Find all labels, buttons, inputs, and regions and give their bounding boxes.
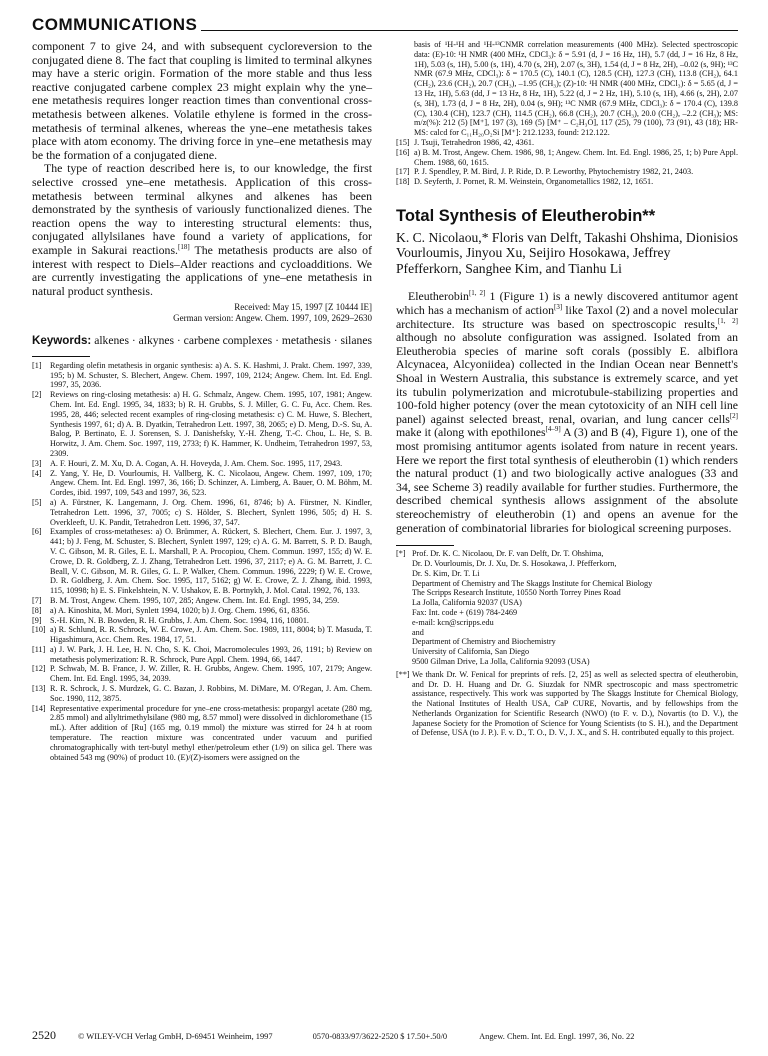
body-paragraph-2: The type of reaction described here is, to our knowledge, the first selective crossed yne–ene metathesis. Application of this cross-metathesis between terminal alkynes and alkenes has been demonstrated by the synthesis of variously functionalized dienes. The reaction opens the way to interesting structural elements: thus, conjugated allylsilanes have found a variety of applications, for example in Sakurai reactions.[18] The metathesis products are also of interest with respect to Diels–Alder reactions and cycloadditions. We are currently investigating the applications of yne–ene metathesis in natural product synthesis. bbox=[32, 161, 372, 298]
reference-item bbox=[32, 498, 372, 527]
reference-item bbox=[32, 704, 372, 763]
reference-number: [18] bbox=[396, 177, 410, 187]
article-title: Total Synthesis of Eleutherobin** bbox=[396, 206, 656, 225]
affiliation-line: Department of Chemistry and Biochemistry bbox=[412, 637, 556, 647]
reference-list bbox=[396, 138, 738, 187]
reference-number: [1] bbox=[32, 360, 42, 370]
reference-text: Examples of cross-metatheses: a) O. Brümmer, A. Rückert, S. Blechert, Chem. Eur. J. 1997, 3, 441; b) J. Feng, M. Schuster, S. Blechert, Synlett 1997, 129; c) A. G. M. Barrett, S. P. D. Baugh, V. C. Gibson, M. R. Giles, E. L. Marshall, P. A. Procopiou, Chem. Commun. 1997, 155; d) W. E. Crowe, D. R. Goldberg, Z. J. Zhang, Tetrahedron Lett. 1996, 37, 2117; e) A. G. M. Barrett, J. C. Beall, V. C. Gibson, M. R. Giles, G. L. P. Walker, Chem. Commun. 1996, 2229; f) W. E. Crowe, D. R. Goldberg, J. Am. Chem. Soc. 1995, 117, 5162; g) W. E. Crowe, Z. J. Zhang, ibid. 1993, 115, 10998; h) E. S. Finkelshtein, N. V. Ushakov, E. B. Portnykh, J. Mol. Catal. 1992, 76, 133. bbox=[50, 527, 372, 596]
reference-item bbox=[32, 459, 372, 469]
reference-text: Regarding olefin metathesis in organic synthesis: a) A. S. K. Hashmi, J. Prakt. Chem. 1997, 339, 195; b) M. Schuster, S. Blechert, Angew. Chem. 1997, 109, 2124; Angew. Chem. Int. Ed. Engl. 1997, 35, 2036. bbox=[50, 360, 372, 390]
reference-item bbox=[32, 596, 372, 606]
received-date: Received: May 15, 1997 [Z 10444 IE] bbox=[234, 302, 372, 313]
affiliation-line: e-mail: kcn@scripps.edu bbox=[412, 617, 494, 627]
reference-text: a) R. Schlund, R. R. Schrock, W. E. Crowe, J. Am. Chem. Soc. 1989, 111, 8004; b) T. Masuda, T. Higashimura, Acc. Chem. Res. 1984, 17, 51. bbox=[50, 625, 372, 645]
reference-number: [4] bbox=[32, 468, 42, 478]
footnote-affiliation bbox=[396, 549, 738, 667]
reference-item bbox=[32, 664, 372, 684]
reference-number: [14] bbox=[32, 703, 46, 713]
footnote-mark: [*] bbox=[396, 549, 406, 559]
reference-number: [17] bbox=[396, 167, 410, 177]
reference-number: [15] bbox=[396, 137, 410, 147]
affiliation-line: 9500 Gilman Drive, La Jolla, California 92093 (USA) bbox=[412, 656, 590, 666]
keywords-list: alkenes · alkynes · carbene complexes · metathesis · silanes bbox=[94, 334, 373, 348]
affiliation-line: La Jolla, California 92037 (USA) bbox=[412, 598, 522, 608]
affiliation-line: Department of Chemistry and The Skaggs Institute for Chemical Biology bbox=[412, 578, 653, 588]
reference-item bbox=[32, 684, 372, 704]
author-list: K. C. Nicolaou,* Floris van Delft, Takashi Ohshima, Dionisios Vourloumis, Jinyou Xu, Seijiro Hosokawa, Jeffrey Pfefferkorn, Sanghee Kim, and Tianhu Li bbox=[396, 229, 739, 276]
affiliation-line: and bbox=[412, 627, 424, 637]
copyright: © WILEY-VCH Verlag GmbH, D-69451 Weinheim, 1997 bbox=[78, 1032, 273, 1041]
reference-list bbox=[32, 361, 372, 763]
acknowledgement-text: We thank Dr. W. Fenical for preprints of refs. [2, 25] as well as selected spectra of eleutherobin, and Dr. D. H. Huang and Dr. G. Siuzdak for NMR spectroscopic and mass spectrometric assistance, respectively. This work was supported by The Skaggs Institute for Chemical Biology, the National Institutes of Health USA, CaP CURE, Novartis, and by fellowships from the Netherlands Organization for Scientific Research (NWO) (to F. v. D.), Novartis (to D. V.), the Japanese Society for the Promotion of Science for Young Scientists (to S. H.), and the Department of Defense, USA (to J. P.). F. v. D., T. O., D. V., J. X., and S. H. contributed equally to this project. bbox=[412, 669, 738, 738]
reference-number: [10] bbox=[32, 625, 46, 635]
affiliation-line: University of California, San Diego bbox=[412, 647, 530, 657]
german-version: German version: Angew. Chem. 1997, 109, 2629–2630 bbox=[173, 313, 372, 324]
reference-item bbox=[32, 645, 372, 665]
reference-item bbox=[32, 390, 372, 459]
reference-number: [3] bbox=[32, 458, 42, 468]
received-note bbox=[32, 302, 372, 324]
reference-number: [16] bbox=[396, 147, 410, 157]
affiliation-text bbox=[412, 549, 738, 667]
section-title: COMMUNICATIONS bbox=[32, 15, 198, 34]
reference-text: S.-H. Kim, N. B. Bowden, R. H. Grubbs, J. Am. Chem. Soc. 1994, 116, 10801. bbox=[50, 615, 309, 625]
reference-number: [9] bbox=[32, 615, 42, 625]
reference-item bbox=[32, 469, 372, 498]
reference-text: Reviews on ring-closing metathesis: a) H. G. Schmalz, Angew. Chem. 1995, 107, 1981; Angew. Chem. Int. Ed. Engl. 1995, 34, 1833; b) R. H. Grubbs, S. J. Miller, G. C. Fu, Acc. Chem. Res. 1995, 28, 446; selected recent examples of ring-closing metathesis: c) C. M. Huwe, S. Blechert, Synthesis 1997, 61; d) A. B. Dyatkin, Tetrahedron Lett. 1997, 38, 2065; e) D. Meng, D.-S. Su, A. Balog, P. Bertinato, E. J. Sorensen, S. J. Danishefsky, Y.-H. Zheng, T.-C. Chou, L. He, S. B. Horwitz, J. Am. Chem. Soc. 1997, 119, 2733; f) K. Hammer, K. Undheim, Tetrahedron 1997, 53, 2309. bbox=[50, 390, 372, 458]
reference-number: [12] bbox=[32, 664, 46, 674]
reference-text: a) A. Kinoshita, M. Mori, Synlett 1994, 1020; b) J. Org. Chem. 1996, 61, 8356. bbox=[50, 605, 310, 615]
reference-text: A. F. Houri, Z. M. Xu, D. A. Cogan, A. H. Hoveyda, J. Am. Chem. Soc. 1995, 117, 2943. bbox=[50, 458, 343, 468]
reference-number: [7] bbox=[32, 595, 42, 605]
keywords bbox=[32, 334, 372, 348]
footnote-rule bbox=[396, 545, 454, 546]
page-footer bbox=[32, 1028, 738, 1043]
reference-item bbox=[396, 138, 738, 148]
reference-text: Z. Yang, Y. He, D. Vourloumis, H. Vallberg, K. C. Nicolaou, Angew. Chem. 1997, 109, 170; Angew. Chem. Int. Ed. Engl. 1997, 36, 166; D. Schinzer, A. Limberg, A. Bauer, O. M. Böhm, M. Cordes, ibid. 1997, 109, 543 and 1997, 36, 523. bbox=[50, 468, 372, 498]
reference-continuation: basis of ¹H-¹H and ¹H-¹³CNMR correlation measurements (400 MHz). Selected spectroscopic data: (E)-10: ¹H NMR (400 MHz, CDCl₃): δ = 5.91 (d, J = 16 Hz, 1H), 5.7 (dd, J = 16 Hz, 8 Hz, 1H), 5.03 (s, 1H), 5.00 (s, 1H), 4.70 (s, 2H), 2.07 (s, 3H), 1.54 (d, J = 8 Hz, 2H), –0.02 (s, 9H); ¹³C NMR (67.9 MHz, CDCl₃): δ = 170.5 (C), 140.1 (C), 128.5 (CH), 127.3 (CH), 113.8 (CH₂), 64.1 (CH₂), 23.6 (CH₂), 20.7 (CH₃), –1.95 (CH₃); (Z)-10: ¹H NMR (400 MHz, CDCl₃): δ = 5.65 (d, J = 13 Hz, 1H), 5.63 (dd, J = 13 Hz, 8 Hz, 1H), 5.22 (d, J = 2 Hz, 1H), 5.10 (s, 1H), 4.66 (s, 2H), 2.07 (s, 3H), 1.73 (d, J = 8 Hz, 2H), 0.04 (s, 9H); ¹³C NMR (67.9 MHz, CDCl₃): δ = 170.4 (C), 139.8 (C), 130.4 (CH), 123.7 (CH), 114.5 (CH₂), 66.8 (CH₂), 20.7 (CH₃), 20.0 (CH₂), –2.2 (CH₃); MS: m/z(%): 212 (5) [M⁺], 197 (3), 169 (5) [M⁺ – C₂H₃O], 117 (25), 79 (100), 73 (91), 43 (18); HR-MS: calcd for C₁₁H₂₀O₂Si [M⁺]: 212.1233, found: 212.122. bbox=[414, 40, 738, 138]
journal-citation: Angew. Chem. Int. Ed. Engl. 1997, 36, No. 22 bbox=[479, 1032, 635, 1041]
abstract-paragraph: Eleutherobin[1, 2] 1 (Figure 1) is a newly discovered antitumor agent which has a mechanism of action[3] like Taxol (2) and a novel molecular architecture. Its structure was based on spectroscopic results,[1, 2] although no absolute configuration was assigned. Isolated from an Eleutherobia species of marine soft corals (possibly E. albiflora Alcynacea, Alcyoniidea) collected in the Indian Ocean near Bennett's Shoal in Western Australia, this substance is extremely scarce, and yet its tubulin polymerization and microtubule-stabilizing properties and 100-fold higher potency (over the mean cytotoxicity of an NIH cell line panel) against selected breast, renal, ovarian, and lung cancer cells[2] make it (along with epothilones[4–9] A (3) and B (4), Figure 1), one of the most promising antitumor agents isolated from nature in recent years. Here we report the first total synthesis of eleutherobin (1) which renders the natural product (1) and two biologically active analogues (33 and 34, see Scheme 3) readily available for further studies. Furthermore, the described chemical synthesis allows assignment of the absolute stereochemistry of eleutherobin (1) and opens an avenue for the generation of combinatorial libraries for biological screening purposes. bbox=[396, 289, 738, 535]
right-column bbox=[396, 40, 738, 738]
references-rule bbox=[32, 356, 90, 357]
reference-item bbox=[32, 616, 372, 626]
reference-text: J. Tsuji, Tetrahedron 1986, 42, 4361. bbox=[414, 137, 534, 147]
footnote-mark: [**] bbox=[396, 669, 410, 679]
affiliation-line: Prof. Dr. K. C. Nicolaou, Dr. F. van Delft, Dr. T. Ohshima, bbox=[412, 549, 604, 559]
article-code: 0570-0833/97/3622-2520 $ 17.50+.50/0 bbox=[312, 1032, 448, 1041]
reference-number: [2] bbox=[32, 390, 42, 400]
citation-ref: [18] bbox=[177, 242, 190, 251]
affiliation-line: Dr. S. Kim, Dr. T. Li bbox=[412, 568, 480, 578]
reference-item bbox=[32, 606, 372, 616]
reference-text: a) B. M. Trost, Angew. Chem. 1986, 98, 1; Angew. Chem. Int. Ed. Engl. 1986, 25, 1; b) Pure Appl. Chem. 1988, 60, 1615. bbox=[414, 147, 738, 167]
reference-item bbox=[396, 177, 738, 187]
reference-item bbox=[32, 361, 372, 390]
reference-text: a) J. W. Park, J. H. Lee, H. N. Cho, S. K. Choi, Macromolecules 1993, 26, 1191; b) Review on metathesis polymerization: R. R. Schrock, Pure Appl. Chem. 1994, 66, 1447. bbox=[50, 644, 372, 664]
footnote-acknowledgement bbox=[396, 670, 738, 739]
reference-number: [8] bbox=[32, 605, 42, 615]
reference-number: [11] bbox=[32, 644, 46, 654]
affiliation-line: Fax: Int. code + (619) 784-2469 bbox=[412, 607, 518, 617]
affiliation-line: Dr. D. Vourloumis, Dr. J. Xu, Dr. S. Hosokawa, J. Pfefferkorn, bbox=[412, 558, 617, 568]
keywords-label: Keywords: bbox=[32, 334, 92, 348]
page-number: 2520 bbox=[32, 1028, 56, 1042]
reference-item bbox=[32, 527, 372, 596]
page-header bbox=[32, 12, 738, 34]
reference-text: a) A. Fürstner, K. Langemann, J. Org. Chem. 1996, 61, 8746; b) A. Fürstner, N. Kindler, Tetrahedron Lett. 1996, 37, 7005; c) S. Hölder, S. Blechert, Synlett 1996, 505; d) H. S. Overkleeft, U. K. Pandit, Tetrahedron Lett. 1996, 37, 547. bbox=[50, 497, 372, 527]
header-rule bbox=[201, 30, 738, 31]
reference-text: R. R. Schrock, J. S. Murdzek, G. C. Bazan, J. Robbins, M. DiMare, M. O'Regan, J. Am. Chem. Soc. 1990, 112, 3875. bbox=[50, 684, 372, 703]
reference-text: D. Seyferth, J. Pornet, R. M. Weinstein, Organometallics 1982, 12, 1651. bbox=[414, 177, 654, 187]
reference-text: B. M. Trost, Angew. Chem. 1995, 107, 285; Angew. Chem. Int. Ed. Engl. 1995, 34, 259. bbox=[50, 595, 340, 605]
reference-number: [6] bbox=[32, 527, 42, 537]
reference-item bbox=[32, 625, 372, 645]
reference-item bbox=[396, 167, 738, 177]
reference-number: [13] bbox=[32, 684, 46, 694]
reference-number: [5] bbox=[32, 497, 42, 507]
reference-item bbox=[396, 148, 738, 168]
reference-text: P. J. Spendley, P. M. Bird, J. P. Ride, D. P. Leworthy, Phytochemistry 1982, 21, 2403. bbox=[414, 167, 694, 177]
affiliation-line: The Scripps Research Institute, 10550 North Torrey Pines Road bbox=[412, 588, 621, 598]
left-column bbox=[32, 40, 372, 762]
reference-text: P. Schwab, M. B. France, J. W. Ziller, R. H. Grubbs, Angew. Chem. 1995, 107, 2179; Angew. Chem. Int. Ed. Engl. 1995, 34, 2039. bbox=[50, 664, 372, 684]
reference-text: Representative experimental procedure for yne–ene cross-metathesis: propargyl acetate (280 mg, 2.85 mmol) and allyltrimethylsilane (980 mg, 8.57 mmol) were dissolved in dichloromethane (15 mL). After addition of [Ru] (165 mg, 0.19 mmol) the mixture was stirred for 24 h at room temperature. The reaction mixture was concentrated under vacuum and purified chromatographically with tert-butyl methyl ether/petroleum ether (1/9) on silica gel. There was obtained 543 mg (90%) of product 10. (E)/(Z)-isomers were assigned on the bbox=[50, 703, 372, 762]
body-paragraph-1: component 7 to give 24, and with subsequent cycloreversion to the conjugated diene 8. The fact that coupling is limited to terminal alkynes may have a steric origin. Formation of the more stable and thus less reactive conjugated carbene complex 23 might explain why the yne–ene metathesis requires longer reaction times than conventional cross-metathesis between alkenes. Volatile ethylene is formed in the cross-metathesis of terminal alkenes, whereas the yne–ene metathesis takes place with atom economy. The driving force in yne–ene metathesis may be the formation of a conjugated diene. bbox=[32, 39, 372, 162]
